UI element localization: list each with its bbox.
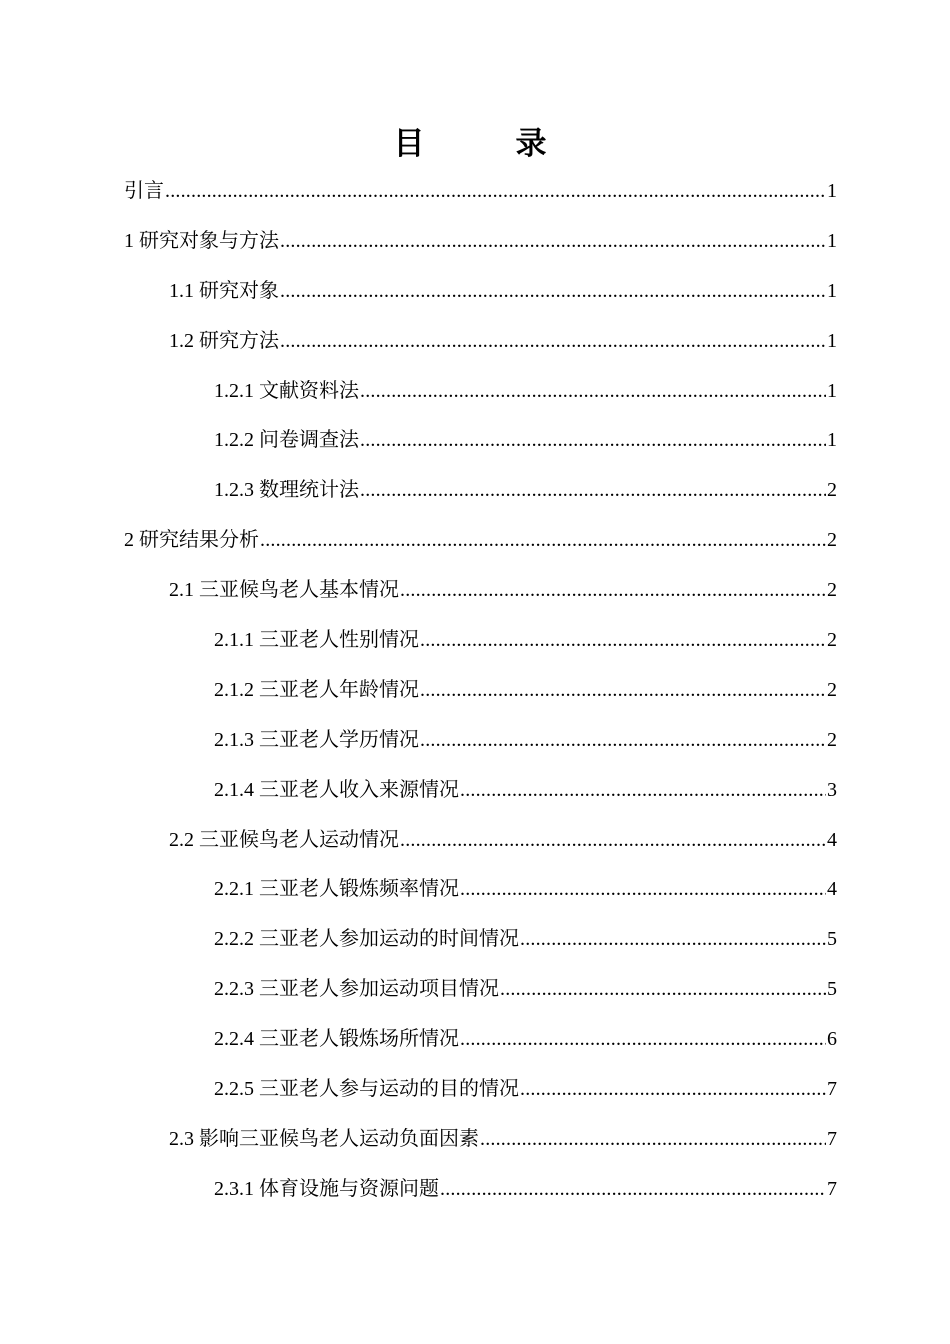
toc-dot-leader [280, 331, 826, 351]
toc-page-number: 1 [827, 429, 837, 452]
toc-entry[interactable] [0, 216, 950, 266]
toc-entry[interactable] [0, 1064, 950, 1114]
page-title: 目 录 [393, 126, 577, 162]
toc-entry-content [124, 231, 837, 251]
toc-page-number: 5 [827, 978, 837, 1001]
toc-entry-content [169, 580, 837, 600]
toc-entry[interactable] [0, 914, 950, 964]
toc-dot-leader [440, 1179, 826, 1199]
toc-page-number: 2 [827, 579, 837, 602]
toc-entry-title: 1.2.2 问卷调查法 [214, 429, 359, 452]
toc-dot-leader [400, 830, 826, 850]
toc-entry-title: 2.3.1 体育设施与资源问题 [214, 1177, 439, 1200]
toc-entry-content [214, 1029, 837, 1049]
toc-entry[interactable] [0, 166, 950, 216]
toc-dot-leader [420, 730, 826, 750]
toc-dot-leader [280, 231, 826, 251]
toc-entry[interactable] [0, 864, 950, 914]
toc-entry-content [214, 680, 837, 700]
toc-entry[interactable] [0, 515, 950, 565]
toc-entry[interactable] [0, 366, 950, 416]
toc-page-number: 2 [827, 678, 837, 701]
toc-dot-leader [360, 430, 826, 450]
toc-entry-title: 1.1 研究对象 [169, 279, 279, 302]
toc-entry-title: 2.1.1 三亚老人性别情况 [214, 628, 419, 651]
toc-entry[interactable] [0, 415, 950, 465]
toc-page-number: 2 [827, 728, 837, 751]
toc-entry-title: 1.2 研究方法 [169, 329, 279, 352]
toc-page-number: 3 [827, 778, 837, 801]
toc-page-number: 1 [827, 279, 837, 302]
toc-entry-title: 2.1 三亚候鸟老人基本情况 [169, 579, 399, 602]
toc-entry[interactable] [0, 565, 950, 615]
toc-entry[interactable] [0, 665, 950, 715]
toc-entry-content [214, 929, 837, 949]
toc-dot-leader [360, 480, 826, 500]
toc-page-number: 2 [827, 529, 837, 552]
toc-entry-content [169, 331, 837, 351]
toc-entry-title: 2.2.3 三亚老人参加运动项目情况 [214, 978, 499, 1001]
toc-dot-leader [500, 979, 826, 999]
toc-entry-title: 2.2 三亚候鸟老人运动情况 [169, 828, 399, 851]
toc-dot-leader [460, 780, 826, 800]
toc-entry-title: 2.1.3 三亚老人学历情况 [214, 728, 419, 751]
toc-entry-title: 2.2.5 三亚老人参与运动的目的情况 [214, 1077, 519, 1100]
toc-page-number: 6 [827, 1028, 837, 1051]
toc-entry-content [214, 630, 837, 650]
toc-entry-title: 2.2.1 三亚老人锻炼频率情况 [214, 878, 459, 901]
table-of-contents [0, 166, 950, 1214]
toc-page-number: 7 [827, 1127, 837, 1150]
toc-page-number: 5 [827, 928, 837, 951]
toc-entry-content [169, 281, 837, 301]
toc-entry[interactable] [0, 615, 950, 665]
toc-entry-title: 2.2.2 三亚老人参加运动的时间情况 [214, 928, 519, 951]
toc-entry-title: 1.2.3 数理统计法 [214, 479, 359, 502]
toc-entry-title: 1 研究对象与方法 [124, 229, 279, 252]
toc-entry-content [214, 730, 837, 750]
toc-entry-title: 2.2.4 三亚老人锻炼场所情况 [214, 1028, 459, 1051]
toc-dot-leader [460, 879, 826, 899]
toc-page-number: 1 [827, 329, 837, 352]
toc-entry[interactable] [0, 715, 950, 765]
toc-entry-title: 引言 [124, 179, 164, 202]
toc-entry-title: 2 研究结果分析 [124, 529, 259, 552]
toc-entry-title: 2.1.2 三亚老人年龄情况 [214, 678, 419, 701]
toc-entry[interactable] [0, 316, 950, 366]
toc-entry[interactable] [0, 1164, 950, 1214]
toc-entry-content [169, 830, 837, 850]
toc-dot-leader [460, 1029, 826, 1049]
toc-entry-title: 2.1.4 三亚老人收入来源情况 [214, 778, 459, 801]
toc-entry-content [214, 979, 837, 999]
toc-page-number: 1 [827, 379, 837, 402]
toc-dot-leader [480, 1129, 826, 1149]
toc-entry[interactable] [0, 465, 950, 515]
toc-entry[interactable] [0, 266, 950, 316]
toc-page-number: 1 [827, 229, 837, 252]
toc-dot-leader [420, 630, 826, 650]
toc-entry-content [214, 1079, 837, 1099]
toc-dot-leader [420, 680, 826, 700]
toc-dot-leader [165, 181, 826, 201]
toc-page-number: 2 [827, 479, 837, 502]
toc-entry[interactable] [0, 815, 950, 865]
toc-entry-title: 1.2.1 文献资料法 [214, 379, 359, 402]
toc-entry[interactable] [0, 765, 950, 815]
toc-dot-leader [520, 1079, 826, 1099]
toc-entry-content [214, 430, 837, 450]
toc-entry-content [124, 530, 837, 550]
toc-dot-leader [520, 929, 826, 949]
toc-entry-content [124, 181, 837, 201]
toc-page-number: 4 [827, 878, 837, 901]
toc-entry-content [214, 1179, 837, 1199]
toc-entry-content [214, 381, 837, 401]
toc-dot-leader [360, 381, 826, 401]
toc-entry-content [214, 480, 837, 500]
toc-page-number: 2 [827, 628, 837, 651]
toc-entry[interactable] [0, 1014, 950, 1064]
toc-entry-content [169, 1129, 837, 1149]
toc-dot-leader [400, 580, 826, 600]
toc-page-number: 7 [827, 1077, 837, 1100]
toc-entry-title: 2.3 影响三亚候鸟老人运动负面因素 [169, 1127, 479, 1150]
toc-entry-content [214, 780, 837, 800]
toc-dot-leader [280, 281, 826, 301]
toc-dot-leader [260, 530, 826, 550]
toc-entry[interactable] [0, 1114, 950, 1164]
toc-page-number: 7 [827, 1177, 837, 1200]
toc-entry[interactable] [0, 964, 950, 1014]
toc-entry-content [214, 879, 837, 899]
toc-page-number: 1 [827, 179, 837, 202]
toc-page-number: 4 [827, 828, 837, 851]
